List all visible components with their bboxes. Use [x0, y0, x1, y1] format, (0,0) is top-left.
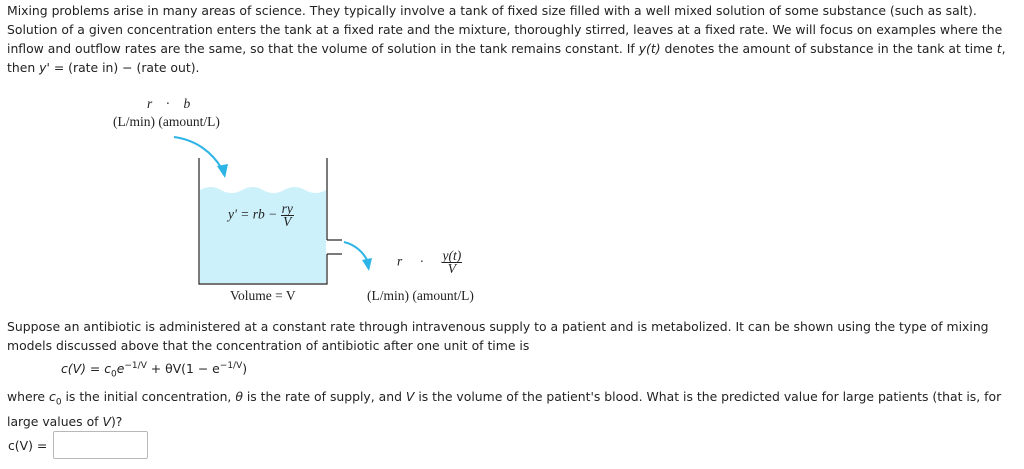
outflow-label: r · $\frac{y(t)}{V}$ [397, 248, 462, 276]
outflow-units-label: (L/min) (amount/L) [367, 288, 474, 303]
answer-input[interactable] [53, 431, 148, 459]
answer-row [8, 429, 148, 461]
answer-label: c(V) = [8, 437, 48, 453]
y-of-t: y(t) [638, 41, 661, 56]
intro-text: = (rate in) − (rate out). [49, 60, 200, 75]
intro-text: Mixing problems arise in many areas of science. They typically involve a tank of fixed size filled with a well mixed solution of some substance (such as salt). Solution of a given concentration enters the tank at a fixed rate and the mixture, thoroughly stirred, leaves at a fixed rate. We will focus on examples where the inflow and outflow rates are the same, so that the volume of solution in the tank remains constant. If [7, 3, 1003, 56]
equation-fraction: $\frac{ry}{V}$ [281, 201, 293, 229]
outflow-arrow [344, 242, 368, 262]
inflow-rate-label: r · b [147, 96, 191, 111]
concentration-formula: $c(V) = c_0e^{-1/V} + \theta V(1 - e^{-1/V})$ [61, 361, 248, 380]
tank-equation: y' = rb − $\frac{ry}{V}$ [228, 201, 293, 229]
inflow-units-label: (L/min) (amount/L) [113, 114, 220, 129]
outflow-arrowhead [362, 258, 372, 271]
inflow-arrowhead [217, 164, 228, 178]
intro-text: , then [7, 41, 1006, 75]
outflow-fraction: $\frac{y(t)}{V}$ [442, 248, 462, 276]
y-prime: y' [39, 60, 50, 75]
inflow-arrow [174, 137, 222, 169]
volume-label: Volume = V [230, 288, 296, 303]
intro-text: denotes the amount of substance in the tank at time [660, 41, 997, 56]
time-symbol: t [996, 41, 1002, 56]
liquid-fill [200, 187, 326, 283]
question-paragraph: Suppose an antibiotic is administered at a constant rate through intravenous supply to a patient and is metabolized. It can be shown using the type of mixing models discussed above that the concentration of antibiotic after one unit of time is [7, 319, 989, 353]
where-paragraph: where $c_0$ is the initial concentration, θ is the rate of supply, and V is the volume of the patient's blood. What is the predicted value for large patients (that is, for large values of V)? [7, 389, 1002, 430]
